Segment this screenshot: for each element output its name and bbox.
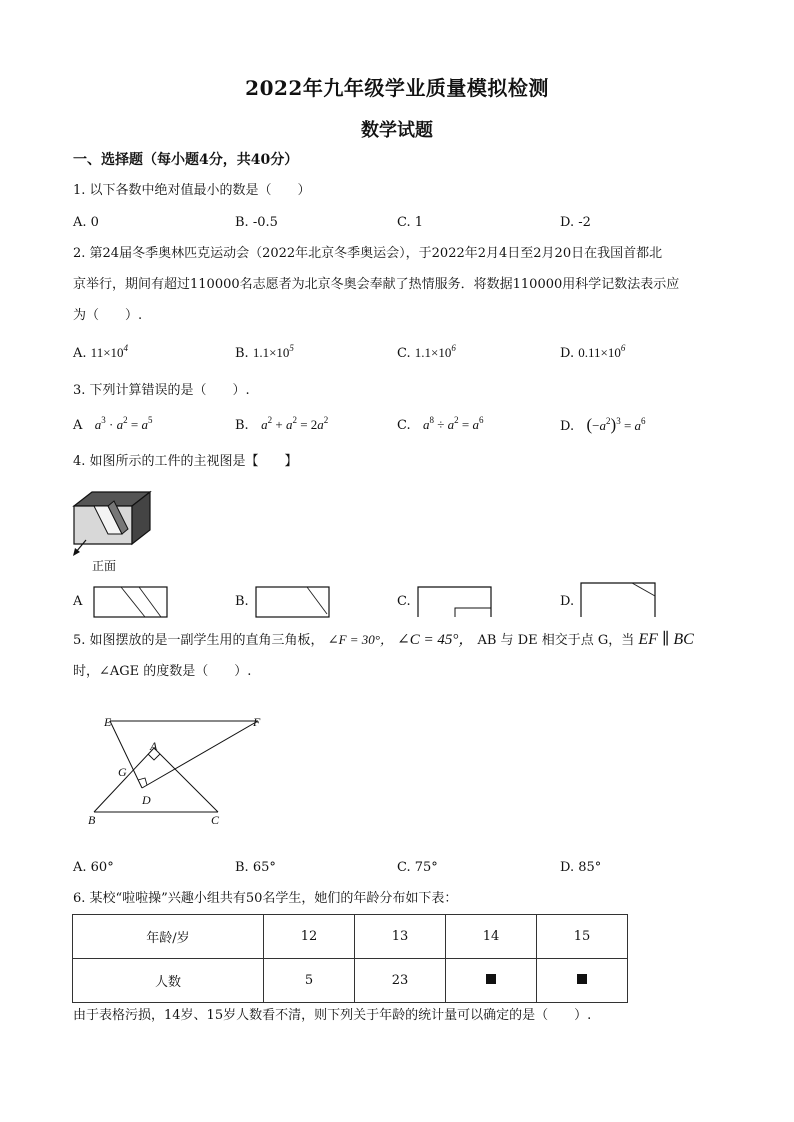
table-cell: 12 (264, 915, 355, 959)
option-letter: C. (397, 418, 411, 433)
option-letter: A (73, 418, 83, 433)
option-base: 11×10 (90, 345, 124, 360)
option-letter: B. (235, 346, 249, 361)
q1-option-a: A. 0 (73, 215, 99, 230)
q1-option-c: C. 1 (397, 215, 424, 230)
q2-option-a (73, 343, 128, 364)
option-exponent: 5 (289, 343, 294, 353)
q2-option-c (397, 343, 456, 364)
q6-after-table: 由于表格污损，14岁、15岁人数看不清，则下列关于年龄的统计量可以确定的是（ ）. (73, 1008, 592, 1023)
q5-angle-c: ∠C = 45°， (397, 632, 474, 648)
q3-option-b (235, 415, 328, 436)
q5-label-e: E (104, 715, 112, 729)
option-letter: D. (560, 419, 575, 434)
q5-line2: 时，∠AGE 的度数是（ ）. (73, 664, 252, 679)
option-exponent: 6 (620, 343, 626, 353)
table-cell: 14 (446, 915, 537, 959)
table-cell: 15 (537, 915, 628, 959)
q5-label-b: B (88, 813, 96, 827)
q3-c-formula: $a^8 \div a^2 = a^6$ (423, 415, 484, 432)
q4-option-d-figure (580, 582, 658, 618)
q5-angle-f: ∠F = 30°， (327, 632, 393, 647)
table-cell: 年龄/岁 (73, 915, 264, 959)
q2-line1: 2. 第24届冬季奥林匹克运动会（2022年北京冬季奥运会），于2022年2月4日至2月20日在我国首都北 (73, 246, 663, 261)
q5-option-b: B. 65° (235, 860, 276, 875)
table-row (73, 959, 628, 1003)
q3-a-formula: $a^3 \cdot a^2 = a^5$ (94, 415, 153, 432)
exam-title: 2022年九年级学业质量模拟检测 (245, 76, 549, 100)
option-exponent: 6 (451, 343, 456, 353)
q4-option-a-label: A (73, 594, 83, 609)
smudge-square (486, 974, 496, 984)
q1-option-b: B. -0.5 (235, 215, 278, 230)
option-base: 1.1×10 (252, 345, 290, 360)
q5-line1 (73, 630, 694, 651)
q5-text: 5. 如图摆放的是一副学生用的直角三角板， (73, 633, 324, 648)
q2-option-b (235, 343, 294, 364)
table-cell: 13 (355, 915, 446, 959)
q5-option-c: C. 75° (397, 860, 438, 875)
q4-stem: 4. 如图所示的工件的主视图是【 】 (73, 454, 298, 469)
smudge-square (577, 974, 587, 984)
q3-option-c (397, 415, 484, 436)
q4-option-a-figure (93, 586, 169, 618)
q5-option-d: D. 85° (560, 860, 602, 875)
q3-stem: 3. 下列计算错误的是（ ）. (73, 383, 250, 398)
option-base: 0.11×10 (578, 345, 621, 360)
q4-option-b-figure (255, 586, 331, 618)
q5-option-a: A. 60° (73, 860, 114, 875)
q6-stem: 6. 某校“啦啦操”兴趣小组共有50名学生，她们的年龄分布如下表： (73, 891, 458, 906)
option-letter: B. (235, 418, 249, 433)
q5-label-d: D (142, 793, 151, 807)
q5-label-g: G (118, 765, 127, 779)
option-letter: D. (560, 346, 575, 361)
q2-line2: 京举行，期间有超过110000名志愿者为北京冬奥会奉献了热情服务．将数据110000用科学记数法表示应 (73, 277, 680, 292)
q5-label-a: A (150, 739, 158, 753)
q5-parallel: EF ∥ BC (638, 631, 694, 648)
q4-front-label: 正面 (92, 559, 117, 573)
q6-age-table (72, 914, 628, 1003)
q4-option-c-figure (417, 586, 493, 618)
table-cell-smudged (446, 959, 537, 1003)
table-cell: 23 (355, 959, 446, 1003)
q1-stem: 1. 以下各数中绝对值最小的数是（ ） (73, 183, 311, 198)
q5-text-2: AB 与 DE 相交于点 G，当 (477, 633, 635, 648)
option-exponent: 4 (123, 343, 129, 353)
q4-option-c-label: C. (397, 594, 411, 609)
q3-b-formula: $a^2 + a^2 = 2a^2$ (261, 415, 329, 432)
q2-line3: 为（ ）. (73, 308, 143, 323)
option-letter: C. (397, 346, 411, 361)
q5-label-f: F (253, 715, 261, 729)
q3-d-formula: $(-a^2)^3 = a^6$ (586, 415, 646, 434)
q2-option-d (560, 343, 625, 364)
section-heading: 一、选择题（每小题4分，共40分） (73, 152, 299, 168)
q1-option-d: D. -2 (560, 215, 591, 230)
q4-option-d-label: D. (560, 594, 575, 609)
q5-label-c: C (211, 813, 220, 827)
exam-subtitle: 数学试题 (361, 120, 433, 141)
q3-option-d (560, 415, 646, 437)
table-cell: 5 (264, 959, 355, 1003)
option-letter: A. (73, 346, 87, 361)
table-cell-smudged (537, 959, 628, 1003)
q4-option-b-label: B. (235, 594, 249, 609)
option-base: 1.1×10 (414, 345, 452, 360)
table-row (73, 915, 628, 959)
q3-option-a (73, 415, 152, 436)
table-cell: 人数 (73, 959, 264, 1003)
